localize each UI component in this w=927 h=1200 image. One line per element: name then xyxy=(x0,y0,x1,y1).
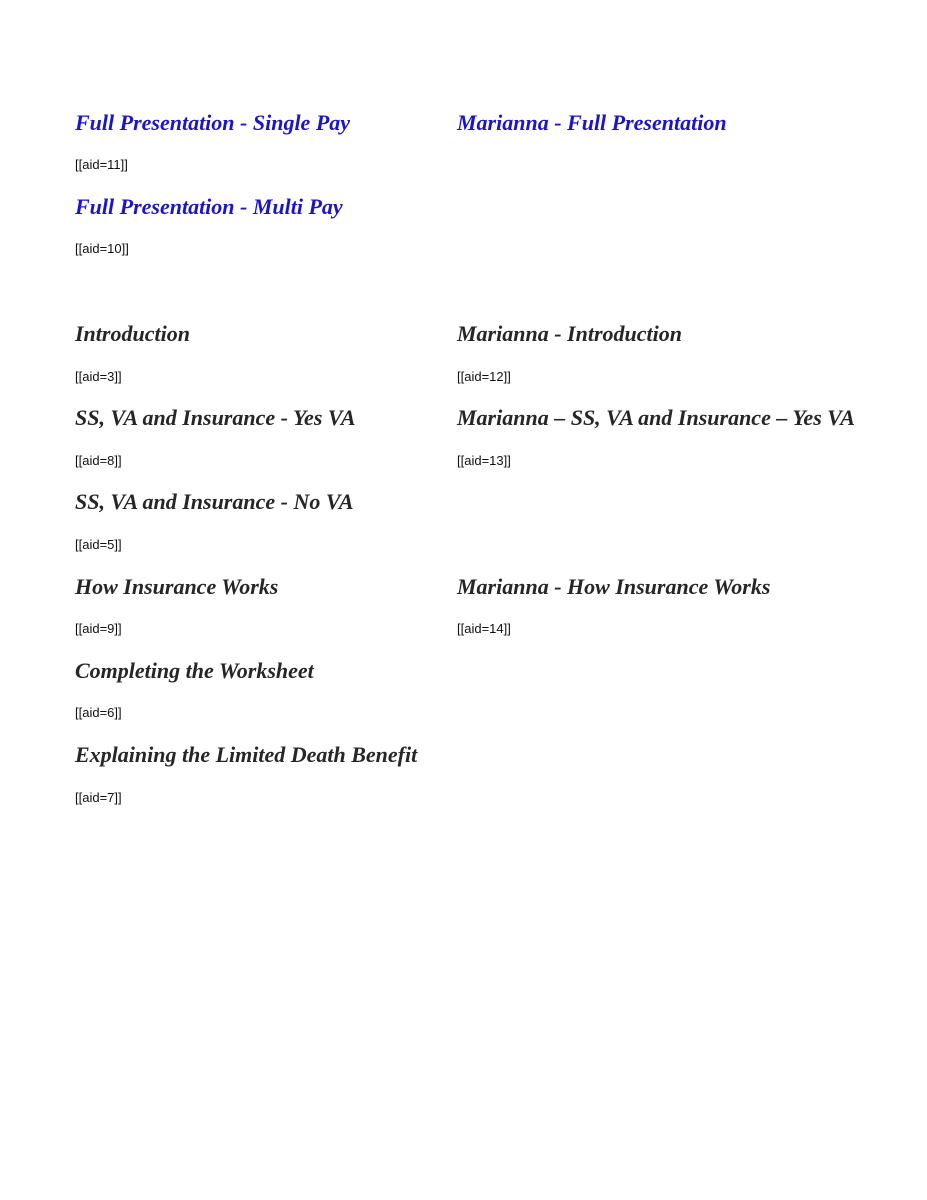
aid-tag: [[aid=3]] xyxy=(75,369,122,384)
section-title-how-insurance-works: How Insurance Works xyxy=(75,574,279,599)
aid-tag: [[aid=14]] xyxy=(457,621,511,636)
section-title-introduction: Introduction xyxy=(75,321,190,346)
link-full-presentation-single-pay[interactable]: Full Presentation - Single Pay xyxy=(75,110,351,135)
aid-tag: [[aid=8]] xyxy=(75,453,122,468)
aid-tag: [[aid=7]] xyxy=(75,790,122,805)
aid-tag: [[aid=12]] xyxy=(457,369,511,384)
aid-tag: [[aid=11]] xyxy=(75,157,128,172)
section-title-completing-worksheet: Completing the Worksheet xyxy=(75,658,314,683)
section-title-limited-death-benefit: Explaining the Limited Death Benefit xyxy=(75,742,418,767)
section-title-ss-va-insurance-yes-va: SS, VA and Insurance - Yes VA xyxy=(75,405,356,430)
aid-tag: [[aid=5]] xyxy=(75,537,122,552)
aid-tag: [[aid=13]] xyxy=(457,453,511,468)
aid-tag: [[aid=9]] xyxy=(75,621,122,636)
section-title-ss-va-insurance-no-va: SS, VA and Insurance - No VA xyxy=(75,489,354,514)
section-title-marianna-how-insurance-works: Marianna - How Insurance Works xyxy=(457,574,771,599)
aid-tag: [[aid=6]] xyxy=(75,705,122,720)
link-marianna-full-presentation[interactable]: Marianna - Full Presentation xyxy=(457,110,727,135)
section-title-marianna-introduction: Marianna - Introduction xyxy=(457,321,682,346)
link-full-presentation-multi-pay[interactable]: Full Presentation - Multi Pay xyxy=(75,194,343,219)
section-title-marianna-ss-va-insurance-yes-va: Marianna – SS, VA and Insurance – Yes VA xyxy=(457,405,855,430)
aid-tag: [[aid=10]] xyxy=(75,241,129,256)
